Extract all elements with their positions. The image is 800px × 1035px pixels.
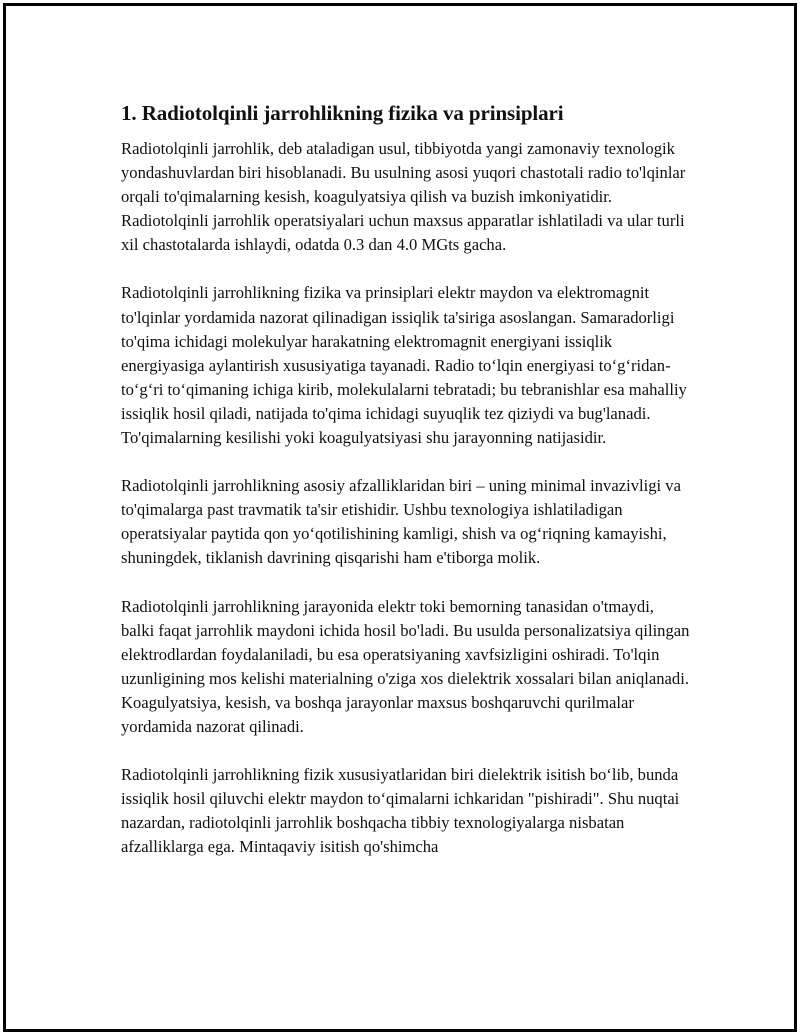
section-heading: 1. Radiotolqinli jarrohlikning fizika va prinsiplari bbox=[121, 101, 564, 125]
paragraph: Radiotolqinli jarrohlik, deb ataladigan usul, tibbiyotda yangi zamonaviy texnologik yondashuvlardan biri hisoblanadi. Bu usulning asosi yuqori chastotali radio to'lqinlar orqali to'qimalarning kesish, koagulyatsiya qilish va buzish imkoniyatidir. Radiotolqinli jarrohlik operatsiyalari uchun maxsus apparatlar ishlatiladi va ular turli xil chastotalarda ishlaydi, odatda 0.3 dan 4.0 MGts gacha. bbox=[121, 139, 686, 255]
paragraph: Radiotolqinli jarrohlikning fizik xususiyatlaridan biri dielektrik isitish bo‘lib, bunda issiqlik hosil qiluvchi elektr maydon to‘qimalarni ichkaridan "pishiradi". Shu nuqtai nazardan, radiotolqinli jarrohlik boshqacha tibbiy texnologiyalarga nisbatan afzalliklarga ega. Mintaqaviy isitish qo'shimcha bbox=[121, 765, 680, 857]
paragraph: Radiotolqinli jarrohlikning jarayonida elektr toki bemorning tanasidan o'tmaydi, balki faqat jarrohlik maydoni ichida hosil bo'ladi. Bu usulda personalizatsiya qilingan elektrodlardan foydalaniladi, bu esa operatsiyaning xavfsizligini oshiradi. To'lqin uzunligining mos kelishi materialning o'ziga xos dielektrik xossalari bilan aniqlanadi. Koagulyatsiya, kesish, va boshqa jarayonlar maxsus boshqaruvchi qurilmalar yordamida nazorat qilinadi. bbox=[121, 596, 690, 736]
paragraph: Radiotolqinli jarrohlikning asosiy afzalliklaridan biri – uning minimal invazivligi va to'qimalarga past travmatik ta'sir etishidir. Ushbu texnologiya ishlatiladigan operatsiyalar paytida qon yo‘qotilishining kamligi, shish va og‘riqning kamayishi, shuningdek, tiklanish davrining qisqarishi ham e'tiborga molik. bbox=[121, 476, 681, 568]
document-body bbox=[121, 99, 691, 883]
document-page bbox=[3, 3, 797, 1032]
paragraph: Radiotolqinli jarrohlikning fizika va prinsiplari elektr maydon va elektromagnit to'lqinlar yordamida nazorat qilinadigan issiqlik ta'siriga asoslangan. Samaradorligi to'qima ichidagi molekulyar harakatning elektromagnit energiyani issiqlik energiyasiga aylantirish xususiyatiga tayanadi. Radio to‘lqin energiyasi to‘g‘ridan-to‘g‘ri to‘qimaning ichiga kirib, molekulalarni tebratadi; bu tebranishlar esa mahalliy issiqlik hosil qiladi, natijada to'qima ichidagi suyuqlik tez qiziydi va bug'lanadi. To'qimalarning kesilishi yoki koagulyatsiyasi shu jarayonning natijasidir. bbox=[121, 283, 687, 448]
